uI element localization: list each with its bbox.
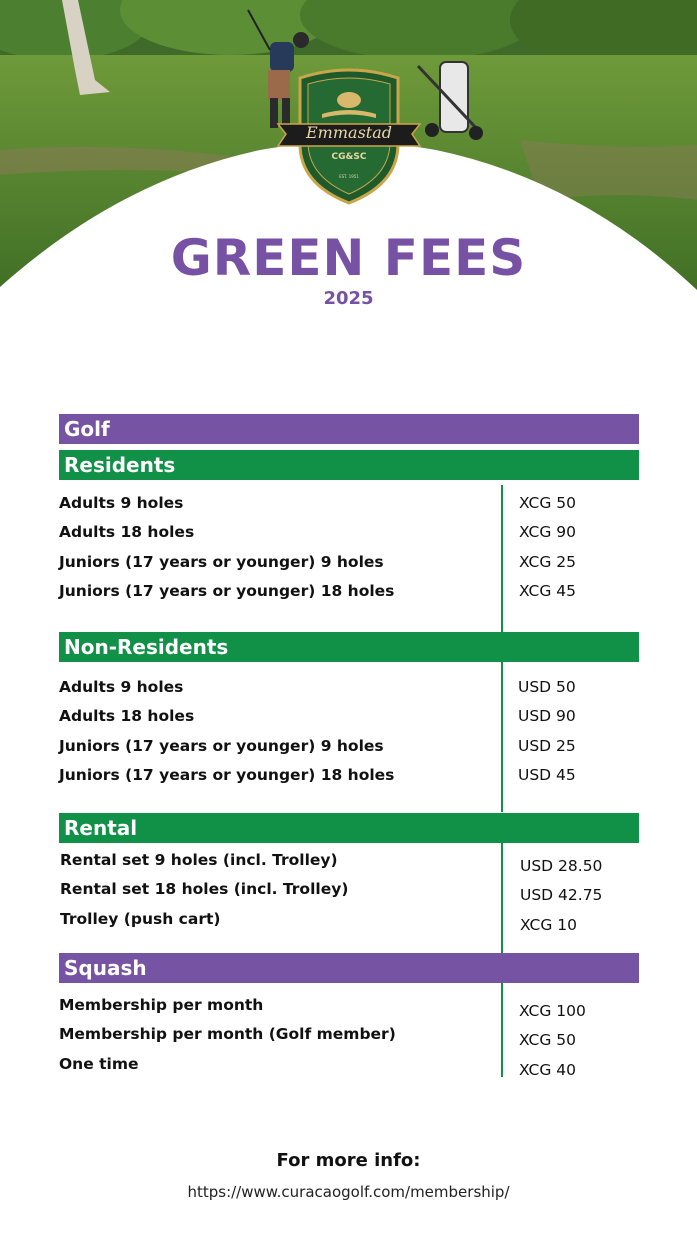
- non-residents-row-label: Juniors (17 years or younger) 18 holes: [59, 766, 395, 784]
- page-year: 2025: [323, 288, 374, 309]
- residents-row-price: XCG 25: [519, 553, 576, 571]
- squash-row-price: XCG 40: [519, 1061, 576, 1079]
- residents-row-label: Adults 9 holes: [59, 494, 184, 512]
- club-logo: [270, 66, 428, 206]
- section-residents-header: Residents: [59, 450, 639, 480]
- squash-row-price: XCG 100: [519, 1002, 586, 1020]
- section-non-residents-header: Non-Residents: [59, 632, 639, 662]
- non-residents-row-label: Juniors (17 years or younger) 9 holes: [59, 737, 384, 755]
- squash-row-price: XCG 50: [519, 1031, 576, 1049]
- residents-row-label: Juniors (17 years or younger) 9 holes: [59, 553, 384, 571]
- rental-row-label: Rental set 9 holes (incl. Trolley): [60, 851, 338, 869]
- section-squash-header: Squash: [59, 953, 639, 983]
- squash-row-label: One time: [59, 1055, 139, 1073]
- rental-row-label: Trolley (push cart): [60, 910, 221, 928]
- residents-row-label: Adults 18 holes: [59, 523, 195, 541]
- column-divider: [501, 662, 503, 812]
- squash-row-label: Membership per month (Golf member): [59, 1025, 396, 1043]
- residents-row-price: XCG 50: [519, 494, 576, 512]
- residents-row-price: XCG 45: [519, 582, 576, 600]
- rental-row-price: USD 42.75: [520, 886, 603, 904]
- membership-link[interactable]: https://www.curacaogolf.com/membership/: [187, 1183, 510, 1201]
- rental-row-label: Rental set 18 holes (incl. Trolley): [60, 880, 349, 898]
- non-residents-row-price: USD 50: [518, 678, 576, 696]
- non-residents-row-price: USD 90: [518, 707, 576, 725]
- residents-row-price: XCG 90: [519, 523, 576, 541]
- page-title: GREEN FEES: [170, 229, 527, 287]
- logo-name: Emmastad: [306, 123, 392, 142]
- residents-row-label: Juniors (17 years or younger) 18 holes: [59, 582, 395, 600]
- rental-row-price: USD 28.50: [520, 857, 603, 875]
- column-divider: [501, 485, 503, 632]
- squash-row-label: Membership per month: [59, 996, 264, 1014]
- non-residents-row-price: USD 45: [518, 766, 576, 784]
- logo-est: EST. 1951: [339, 174, 359, 179]
- column-divider: [501, 983, 503, 1077]
- non-residents-row-label: Adults 18 holes: [59, 707, 195, 725]
- section-rental-header: Rental: [59, 813, 639, 843]
- more-info-heading: For more info:: [276, 1150, 421, 1171]
- rental-row-price: XCG 10: [520, 916, 577, 934]
- column-divider: [501, 843, 503, 953]
- logo-abbr: CG&SC: [331, 152, 367, 162]
- non-residents-row-label: Adults 9 holes: [59, 678, 184, 696]
- section-golf-header: Golf: [59, 414, 639, 444]
- non-residents-row-price: USD 25: [518, 737, 576, 755]
